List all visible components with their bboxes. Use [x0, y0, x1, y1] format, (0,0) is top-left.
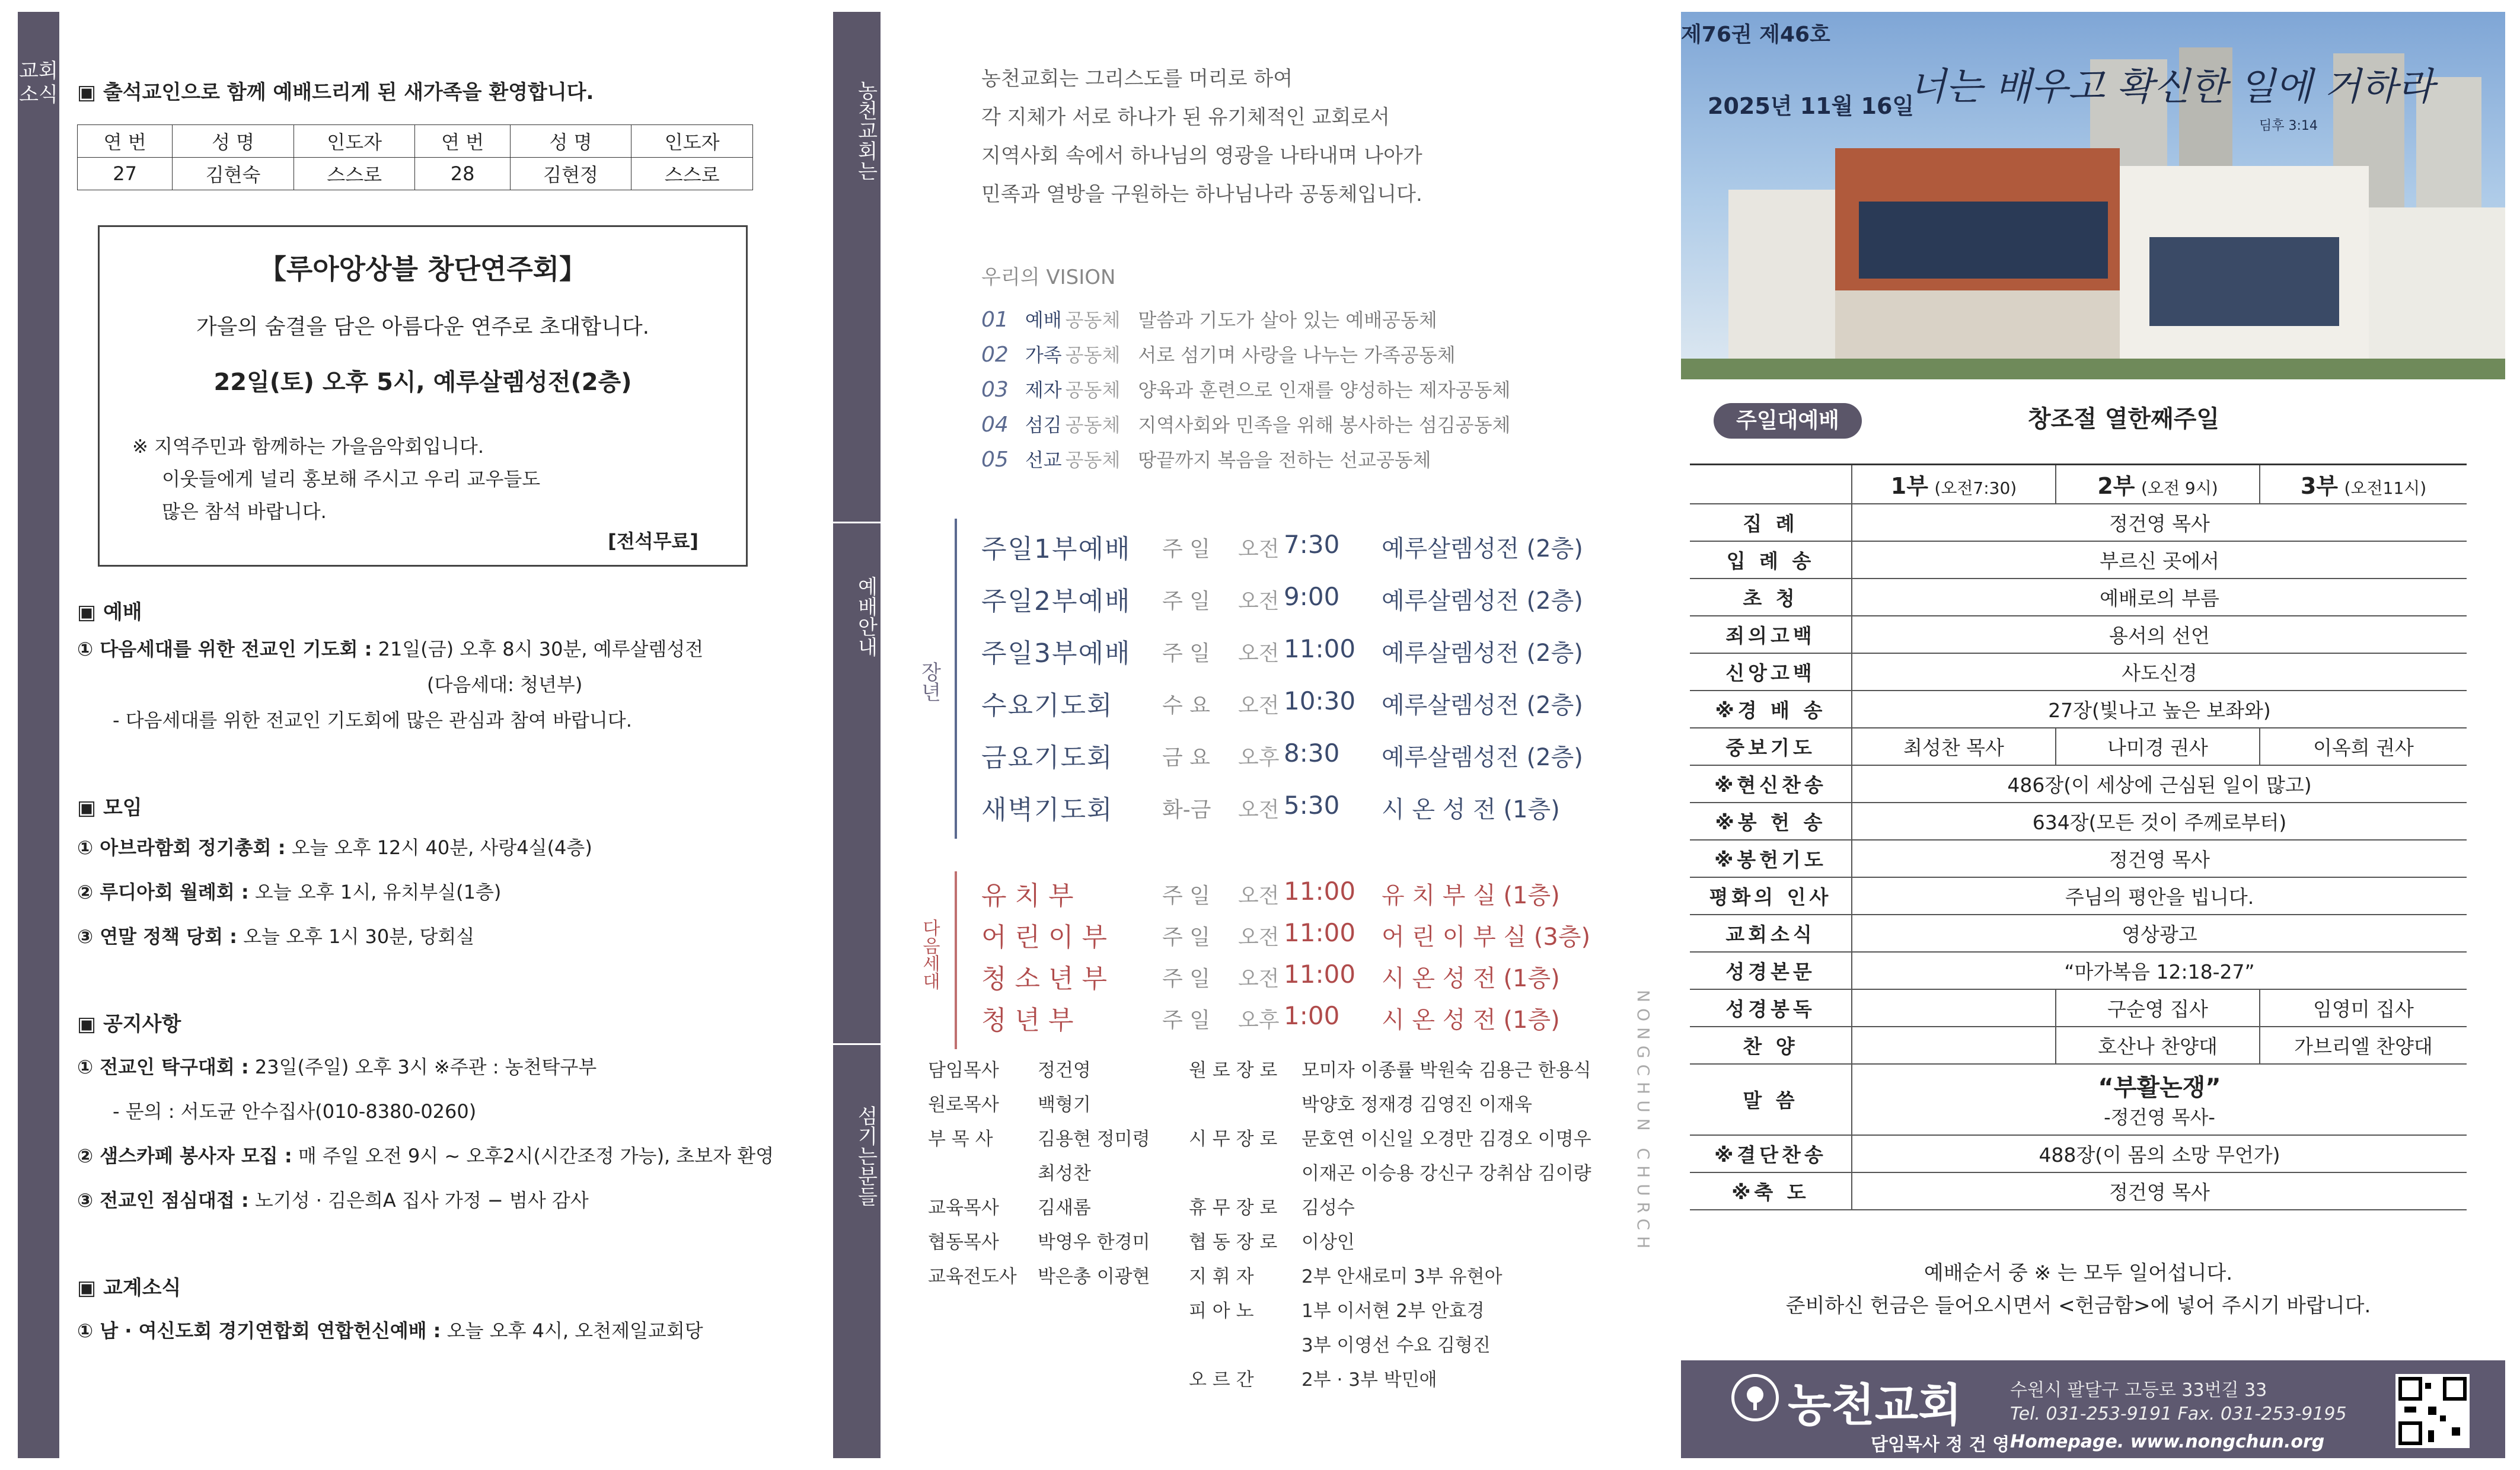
order-label: 찬 양 [1690, 1027, 1852, 1064]
order-label: 죄의고백 [1690, 616, 1852, 653]
service-name: 3부 [2300, 473, 2339, 500]
item-body: 매 주일 오전 9시 ~ 오후2시(시간조정 가능), 초보자 환영 [292, 1145, 774, 1167]
staff-names: 박은총 이광현 [1038, 1266, 1150, 1287]
order-value: 호산나 찬양대 [2056, 1027, 2260, 1064]
order-label: ※축 도 [1690, 1172, 1852, 1210]
order-row [1690, 840, 2467, 877]
item-body: 오늘 오후 1시, 유치부실(1층) [248, 881, 502, 903]
worship-section-title: ▣ 예배 [77, 600, 142, 624]
service-day: 주 일 [1162, 925, 1210, 950]
order-value: 구순영 집사 [2056, 989, 2260, 1027]
staff-names: 3부 이영선 수요 김형진 [1302, 1335, 1491, 1356]
staff-names: 이재곤 이승용 강신구 강취삼 김이량 [1302, 1163, 1591, 1184]
order-label: 입 례 송 [1690, 541, 1852, 579]
issue-date: 2025년 11월 16일 [1708, 93, 1915, 119]
table-cell: 스스로 [631, 158, 753, 190]
service-name: 새벽기도회 [981, 795, 1114, 825]
order-label: 평화의 인사 [1690, 877, 1852, 915]
service-ampm: 오전 [1238, 694, 1280, 718]
item-head: ② 샘스카페 봉사자 모집 : [77, 1145, 292, 1167]
intro-line: 지역사회 속에서 하나님의 영광을 나타내며 나아가 [981, 144, 1422, 168]
staff-role: 담임목사 [928, 1060, 999, 1081]
item-head: ③ 연말 정책 당회 : [77, 925, 237, 948]
vision-word: 공동체 [1065, 379, 1121, 401]
service-time: 9:00 [1284, 582, 1340, 611]
vision-desc: 땅끝까지 복음을 전하는 선교공동체 [1138, 449, 1431, 471]
service-day: 수 요 [1162, 694, 1210, 718]
vision-desc: 지역사회와 민족을 위해 봉사하는 섬김공동체 [1138, 414, 1511, 436]
order-empty [1852, 989, 2056, 1027]
sidebar-adult-label: 장년 [917, 662, 941, 702]
staff-names: 2부 · 3부 박민애 [1302, 1369, 1437, 1391]
volume-number: 제76권 제46호 [1681, 23, 1830, 47]
service-day: 주 일 [1162, 641, 1210, 666]
item-head: ① 남 · 여신도회 경기연합회 연합헌신예배 : [77, 1319, 441, 1342]
order-value: 634장(모든 것이 주께로부터) [1852, 803, 2467, 840]
staff-names: 정건영 [1038, 1060, 1091, 1081]
vision-keyword: 섬김 [1025, 414, 1062, 436]
order-value: “마가복음 12:18-27” [1852, 952, 2467, 989]
phone: Tel. 031-253-9191 Fax. 031-253-9195 [2010, 1404, 2347, 1424]
order-value: 정건영 목사 [1852, 1172, 2467, 1210]
worship-note: - 다음세대를 위한 전교인 기도회에 많은 관심과 참여 바랍니다. [113, 709, 632, 731]
intro-line: 각 지체가 서로 하나가 된 유기체적인 교회로서 [981, 106, 1390, 129]
service-time: 11:00 [1284, 634, 1356, 663]
staff-names: 박영우 한경미 [1038, 1232, 1150, 1253]
order-value: 부르신 곳에서 [1852, 541, 2467, 579]
order-row [1690, 1135, 2467, 1172]
address: 수원시 팔달구 고등로 33번길 33 [2010, 1380, 2267, 1401]
notice-sub: - 문의 : 서도균 안수집사(010-8380-0260) [113, 1100, 477, 1123]
service-name: 주일2부예배 [981, 586, 1131, 616]
order-value: 최성찬 목사 [1852, 728, 2056, 765]
service-ampm: 오전 [1238, 537, 1280, 561]
table-cell: 김현숙 [173, 158, 294, 190]
divider [833, 1043, 881, 1045]
welcome-heading: ▣ 출석교인으로 함께 예배드리게 된 새가족을 환영합니다. [77, 81, 594, 104]
service-day: 금 요 [1162, 746, 1210, 770]
order-label: 중보기도 [1690, 728, 1852, 765]
item-head: ① 다음세대를 위한 전교인 기도회 : [77, 638, 372, 660]
vision-item [981, 410, 1510, 437]
col-header: 성 명 [510, 125, 631, 158]
order-label: 성경봉독 [1690, 989, 1852, 1027]
vision-number: 04 [981, 413, 1009, 437]
sermon-preacher: -정건영 목사- [2104, 1106, 2215, 1129]
order-label: ※봉 헌 송 [1690, 803, 1852, 840]
divider [833, 522, 881, 523]
staff-role: 피 아 노 [1189, 1300, 1254, 1322]
homepage-link[interactable]: Homepage. www.nongchun.org [2010, 1431, 2325, 1452]
col-header: 연 번 [415, 125, 510, 158]
intro-line: 민족과 열방을 구원하는 하나님나라 공동체입니다. [981, 183, 1422, 206]
order-label: 신앙고백 [1690, 653, 1852, 691]
service-name: 수요기도회 [981, 691, 1114, 721]
order-value: 용서의 선언 [1852, 616, 2467, 653]
vision-keyword: 가족 [1025, 344, 1062, 366]
vision-item [981, 305, 1437, 333]
vision-title: 우리의 VISION [981, 266, 1116, 289]
service-time: 5:30 [1284, 791, 1340, 820]
concert-title: 【루아앙상블 창단연주회】 [259, 253, 587, 285]
item-head: ① 전교인 탁구대회 : [77, 1056, 249, 1078]
staff-role: 원 로 장 로 [1189, 1060, 1278, 1081]
service-ampm: 오전 [1238, 967, 1280, 991]
order-label: ※결단찬송 [1690, 1135, 1852, 1172]
vision-number: 05 [981, 448, 1009, 472]
order-value: 가브리엘 찬양대 [2260, 1027, 2467, 1064]
service-time: 8:30 [1284, 739, 1340, 768]
order-label: 성경본문 [1690, 952, 1852, 989]
service-day: 주 일 [1162, 589, 1210, 613]
col-header: 인도자 [631, 125, 753, 158]
item-body: 노기성 · 김은희A 집사 가정 − 범사 감사 [248, 1189, 589, 1212]
order-row [1690, 504, 2467, 541]
sidebar-intro-label: 농천교회는 [854, 80, 878, 181]
staff-names: 문호연 이신일 오경만 김경오 이명우 [1302, 1129, 1591, 1150]
service-time: 10:30 [1284, 686, 1356, 715]
item-body: 오늘 오후 1시 30분, 당회실 [237, 925, 475, 948]
service-day: 화-금 [1162, 798, 1211, 822]
order-label: 말 씀 [1690, 1064, 1852, 1135]
order-row [1690, 728, 2467, 765]
footer-note: 예배순서 중 ※ 는 모두 일어섭니다. [1924, 1261, 2233, 1285]
staff-role: 교육목사 [928, 1197, 999, 1219]
tree-icon [1734, 1377, 1776, 1418]
order-row [1690, 952, 2467, 989]
service-place: 예루살렘성전 (2층) [1382, 744, 1583, 771]
service-place: 예루살렘성전 (2층) [1382, 535, 1583, 563]
staff-names: 김용현 정미령 [1038, 1129, 1150, 1150]
church-name: 농천교회 [1788, 1379, 1962, 1431]
motto-reference: 딤후 3:14 [2259, 119, 2318, 133]
order-row [1690, 653, 2467, 691]
staff-role: 오 르 간 [1189, 1369, 1254, 1391]
order-row [1690, 915, 2467, 952]
item-head: ③ 전교인 점심대접 : [77, 1189, 249, 1212]
staff-names: 모미자 이종률 박원숙 김용근 한용식 [1302, 1060, 1591, 1081]
item-body: 21일(금) 오후 8시 30분, 예루살렘성전 [372, 638, 704, 660]
service-name: 1부 [1890, 473, 1928, 500]
service-ampm: 오전 [1238, 589, 1280, 613]
service-ampm: 오전 [1238, 798, 1280, 822]
order-label: 초 청 [1690, 579, 1852, 616]
staff-names: 1부 이서현 2부 안효경 [1302, 1300, 1485, 1322]
worship-sub: (다음세대: 청년부) [427, 673, 583, 696]
sidebar-nextgen-label: 다음세대 [919, 919, 940, 990]
vision-desc: 양육과 훈련으로 인재를 양성하는 제자공동체 [1138, 379, 1511, 401]
service-ampm: 오전 [1238, 925, 1280, 950]
service-place: 예루살렘성전 (2층) [1382, 640, 1583, 667]
service-day: 주 일 [1162, 967, 1210, 991]
staff-names: 김성수 [1302, 1197, 1355, 1219]
meeting-section-title: ▣ 모임 [77, 796, 142, 820]
order-value: 27장(빛나고 높은 보좌와) [1852, 691, 2467, 728]
order-value: 488장(이 몸의 소망 무언가) [1852, 1135, 2467, 1172]
concert-note: ※ 지역주민과 함께하는 가을음악회입니다. [132, 435, 484, 458]
vision-word: 공동체 [1065, 344, 1121, 366]
order-row [1690, 989, 2467, 1027]
staff-role: 지 휘 자 [1189, 1266, 1254, 1287]
staff-names: 2부 안새로미 3부 유현아 [1302, 1266, 1503, 1287]
service-time: (오전7:30) [1934, 478, 2017, 498]
senior-pastor: 담임목사 정 건 영 [1871, 1434, 2010, 1455]
sermon-title: “부활논쟁” [2098, 1074, 2221, 1101]
service-ampm: 오전 [1238, 884, 1280, 908]
order-value: 486장(이 세상에 근심된 일이 많고) [1852, 765, 2467, 803]
service-ampm: 오후 [1238, 746, 1280, 770]
service-place: 시 온 성 전 (1층) [1382, 796, 1560, 823]
order-row [1690, 541, 2467, 579]
col-header: 성 명 [173, 125, 294, 158]
service-day: 주 일 [1162, 884, 1210, 908]
order-label [1690, 465, 1852, 504]
service-day: 주 일 [1162, 1008, 1210, 1033]
order-row [1690, 1064, 2467, 1135]
vision-desc: 서로 섬기며 사랑을 나누는 가족공동체 [1138, 344, 1456, 366]
notice-item [77, 1052, 596, 1079]
vision-number: 02 [981, 343, 1009, 367]
table-cell: 스스로 [294, 158, 415, 190]
order-value: 영상광고 [1852, 915, 2467, 952]
concert-box [98, 225, 748, 567]
service-name: 청 소 년 부 [981, 964, 1107, 994]
service-badge: 주일대예배 [1714, 403, 1862, 439]
table-cell: 27 [78, 158, 173, 190]
welcome-table [77, 124, 753, 190]
order-value: 정건영 목사 [1852, 840, 2467, 877]
order-row [1690, 616, 2467, 653]
service-name: 주일3부예배 [981, 638, 1131, 669]
vision-word: 공동체 [1065, 449, 1121, 471]
order-row [1690, 803, 2467, 840]
sidebar-middle [833, 12, 881, 1458]
notice-section-title: ▣ 공지사항 [77, 1012, 181, 1036]
vertical-brand: NONGCHUN CHURCH [1634, 990, 1653, 1255]
vision-keyword: 제자 [1025, 379, 1062, 401]
kyogye-section-title: ▣ 교계소식 [77, 1276, 181, 1300]
order-row [1690, 691, 2467, 728]
service-time: (오전 9시) [2141, 478, 2218, 498]
order-value: 정건영 목사 [1852, 504, 2467, 541]
service-name: 유 치 부 [981, 881, 1074, 911]
order-label: 집 례 [1690, 504, 1852, 541]
staff-names: 이상인 [1302, 1232, 1355, 1253]
col-header: 연 번 [78, 125, 173, 158]
qr-code-icon[interactable] [2395, 1374, 2470, 1448]
order-label: ※경 배 송 [1690, 691, 1852, 728]
order-value: 이옥희 권사 [2260, 728, 2467, 765]
staff-role: 휴 무 장 로 [1189, 1197, 1278, 1219]
staff-names: 최성찬 [1038, 1163, 1091, 1184]
item-head: ① 아브라함회 정기총회 : [77, 836, 286, 859]
item-body: 23일(주일) 오후 3시 ※주관 : 농천탁구부 [248, 1056, 597, 1078]
order-row [1690, 765, 2467, 803]
order-value: 나미경 권사 [2056, 728, 2260, 765]
nextgen-rule [955, 871, 957, 1049]
service-name: 2부 [2097, 473, 2135, 500]
service-place: 유 치 부 실 (1층) [1382, 882, 1560, 909]
order-label: 교회소식 [1690, 915, 1852, 952]
staff-role: 협동목사 [928, 1232, 999, 1253]
vision-item [981, 445, 1431, 472]
service-place: 예루살렘성전 (2층) [1382, 587, 1583, 615]
order-row [1690, 1027, 2467, 1064]
motto: 너는 배우고 확신한 일에 거하라 [1909, 65, 2435, 109]
vision-number: 01 [981, 308, 1009, 332]
order-row [1690, 877, 2467, 915]
order-row [1690, 1172, 2467, 1210]
service-ampm: 오전 [1238, 641, 1280, 666]
service-time: 11:00 [1284, 960, 1356, 989]
concert-invite: 가을의 숨결을 담은 아름다운 연주로 초대합니다. [196, 315, 650, 339]
order-value: 예배로의 부름 [1852, 579, 2467, 616]
sidebar-servers-label: 섬기는분들 [854, 1105, 878, 1206]
worship-item [77, 634, 703, 662]
order-label: ※현신찬송 [1690, 765, 1852, 803]
order-value: 임영미 집사 [2260, 989, 2467, 1027]
footer-note: 준비하신 헌금은 들어오시면서 <헌금함>에 넣어 주시기 바랍니다. [1785, 1294, 2371, 1318]
day-title: 창조절 열한째주일 [2028, 405, 2220, 433]
item-body: 오늘 오후 12시 40분, 사랑4실(4층) [285, 836, 592, 859]
service-name: 주일1부예배 [981, 534, 1131, 564]
order-value: 사도신경 [1852, 653, 2467, 691]
concert-datetime: 22일(토) 오후 5시, 예루살렘성전(2층) [213, 369, 632, 396]
service-col-3 [2260, 465, 2467, 504]
vision-number: 03 [981, 378, 1009, 402]
notice-item [77, 1185, 589, 1213]
meeting-item [77, 877, 501, 905]
service-place: 시 온 성 전 (1층) [1382, 965, 1560, 992]
sermon-cell [1852, 1064, 2467, 1135]
service-place: 시 온 성 전 (1층) [1382, 1006, 1560, 1034]
meeting-item [77, 922, 474, 949]
staff-role: 원로목사 [928, 1094, 999, 1116]
service-ampm: 오후 [1238, 1008, 1280, 1033]
order-value: 주님의 평안을 빕니다. [1852, 877, 2467, 915]
intro-line: 농천교회는 그리스도를 머리로 하여 [981, 67, 1293, 91]
staff-names: 박양호 정재경 김영진 이재욱 [1302, 1094, 1532, 1116]
service-time: (오전11시) [2344, 478, 2427, 498]
kyogye-item [77, 1316, 703, 1343]
item-body: 오늘 오후 4시, 오천제일교회당 [441, 1319, 703, 1342]
service-time: 1:00 [1284, 1001, 1340, 1030]
meeting-item [77, 833, 592, 860]
order-of-worship [1690, 464, 2467, 1210]
service-time: 11:00 [1284, 918, 1356, 947]
vision-word: 공동체 [1065, 414, 1121, 436]
vision-item [981, 375, 1510, 402]
staff-role: 교육전도사 [928, 1266, 1017, 1287]
service-col-1 [1852, 465, 2056, 504]
service-name: 어 린 이 부 [981, 922, 1107, 953]
sidebar-worship-label: 예배안내 [854, 576, 878, 657]
order-label: ※봉헌기도 [1690, 840, 1852, 877]
service-col-2 [2056, 465, 2260, 504]
service-day: 주 일 [1162, 537, 1210, 561]
service-time: 7:30 [1284, 530, 1340, 559]
col-header: 인도자 [294, 125, 415, 158]
item-head: ② 루디아회 월례회 : [77, 881, 249, 903]
service-place: 어 린 이 부 실 (3층) [1382, 923, 1591, 951]
sidebar-news [18, 12, 59, 1458]
table-cell: 28 [415, 158, 510, 190]
staff-role: 시 무 장 로 [1189, 1129, 1278, 1150]
concert-free: [전석무료] [608, 530, 698, 552]
staff-names: 백형기 [1038, 1094, 1091, 1116]
adult-rule [955, 519, 957, 839]
staff-role: 협 동 장 로 [1189, 1232, 1278, 1253]
service-name: 금요기도회 [981, 743, 1114, 773]
staff-names: 김새롬 [1038, 1197, 1091, 1219]
service-place: 예루살렘성전 (2층) [1382, 692, 1583, 719]
vision-keyword: 선교 [1025, 449, 1062, 471]
order-row [1690, 579, 2467, 616]
church-logo-icon [1731, 1374, 1779, 1421]
concert-note: 많은 참석 바랍니다. [162, 500, 327, 523]
order-empty [1852, 1027, 2056, 1064]
vision-item [981, 340, 1456, 368]
qr-pattern [2395, 1374, 2470, 1448]
vision-keyword: 예배 [1025, 309, 1062, 331]
service-name: 청 년 부 [981, 1005, 1074, 1036]
service-time: 11:00 [1284, 877, 1356, 906]
vision-word: 공동체 [1065, 309, 1121, 331]
vision-desc: 말씀과 기도가 살아 있는 예배공동체 [1138, 309, 1437, 331]
staff-role: 부 목 사 [928, 1129, 993, 1150]
notice-item [77, 1141, 774, 1168]
sidebar-news-label: 교회소식 [19, 59, 58, 107]
concert-note: 이웃들에게 널리 홍보해 주시고 우리 교우들도 [162, 468, 541, 490]
table-cell: 김현정 [510, 158, 631, 190]
